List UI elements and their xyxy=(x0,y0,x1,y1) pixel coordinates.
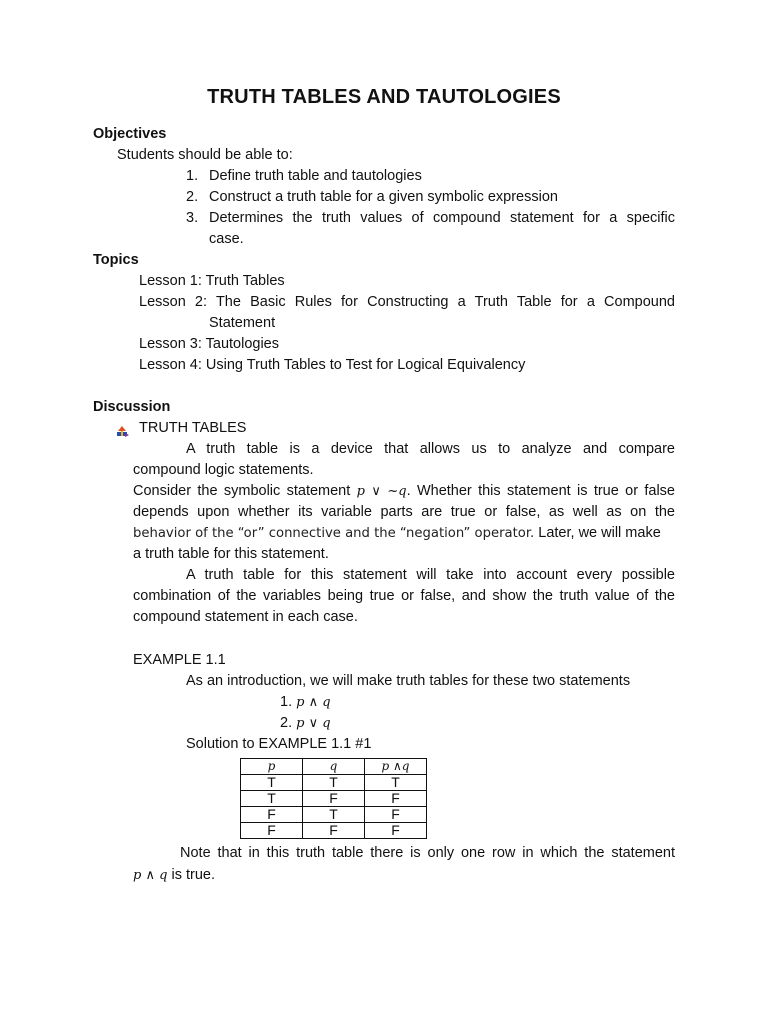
objective-number: 1. xyxy=(186,168,199,184)
text-run: . Whether this statement is true or false xyxy=(406,483,675,499)
example-intro: As an introduction, we will make truth tables for these two statements xyxy=(186,673,631,689)
statement-item xyxy=(280,713,331,734)
solution-label: Solution to EXAMPLE 1.1 #1 xyxy=(186,736,372,752)
table-row xyxy=(241,823,427,839)
objective-text: Define truth table and tautologies xyxy=(209,168,422,184)
lesson-item: Lesson 3: Tautologies xyxy=(139,336,280,352)
paragraph-line: a truth table for this statement. xyxy=(133,546,329,562)
note-line: Note that in this truth table there is only one row in which the statement xyxy=(180,845,675,861)
lesson-item: Lesson 4: Using Truth Tables to Test for Logical Equivalency xyxy=(139,357,526,373)
table-cell: F xyxy=(303,791,365,807)
paragraph-line: A truth table is a device that allows us to analyze and compare xyxy=(186,441,675,457)
paragraph-line xyxy=(133,523,661,544)
paragraph-line: compound logic statements. xyxy=(133,462,314,478)
table-cell: T xyxy=(241,775,303,791)
text-run: Later, we will make xyxy=(534,525,661,541)
objective-text: Determines the truth values of compound statement for a specific xyxy=(209,210,675,226)
lesson-item-continued: Statement xyxy=(209,315,276,331)
paragraph-line: depends upon whether its variable parts are true or false, as well as on the xyxy=(133,504,675,520)
table-row xyxy=(241,775,427,791)
text-run: behavior of the “or” connective and the “negation” operator. xyxy=(133,526,535,541)
table-row xyxy=(241,807,427,823)
paragraph-line: A truth table for this statement will take into account every possible xyxy=(186,567,675,583)
objective-text-continued: case. xyxy=(209,231,244,247)
statement-number: 2. xyxy=(280,715,293,731)
table-cell: T xyxy=(303,775,365,791)
math-expression: p ∨ q xyxy=(296,716,331,731)
objectives-heading: Objectives xyxy=(93,126,167,142)
math-expression: p ∧ q xyxy=(296,695,331,710)
table-cell: T xyxy=(365,775,427,791)
paragraph-line xyxy=(133,481,675,502)
example-heading: EXAMPLE 1.1 xyxy=(133,652,226,668)
table-header-row xyxy=(241,759,427,775)
objective-number: 2. xyxy=(186,189,199,205)
table-cell: T xyxy=(303,807,365,823)
objective-text: Construct a truth table for a given symbolic expression xyxy=(209,189,558,205)
text-run: is true. xyxy=(167,867,215,883)
discussion-heading: Discussion xyxy=(93,399,171,415)
text-run: Consider the symbolic statement xyxy=(133,483,357,499)
table-cell: F xyxy=(241,807,303,823)
table-cell: F xyxy=(365,823,427,839)
table-cell: F xyxy=(365,791,427,807)
statement-number: 1. xyxy=(280,694,293,710)
bullet-label: TRUTH TABLES xyxy=(139,420,247,436)
arrow-bullet-icon xyxy=(116,424,130,438)
table-cell: T xyxy=(241,791,303,807)
math-expression: p ∨ ~q xyxy=(356,484,407,499)
lesson-item: Lesson 2: The Basic Rules for Constructing a Truth Table for a Compound xyxy=(139,294,675,310)
table-cell: F xyxy=(365,807,427,823)
table-cell: F xyxy=(241,823,303,839)
column-header: p ∧q xyxy=(365,759,427,775)
topics-heading: Topics xyxy=(93,252,139,268)
lesson-item: Lesson 1: Truth Tables xyxy=(139,273,285,289)
table-row xyxy=(241,791,427,807)
column-header: p xyxy=(241,759,303,775)
objectives-intro: Students should be able to: xyxy=(117,147,293,163)
table-cell: F xyxy=(303,823,365,839)
note-line xyxy=(133,865,215,886)
truth-table xyxy=(240,758,427,839)
page-title: TRUTH TABLES AND TAUTOLOGIES xyxy=(207,86,561,108)
statement-item xyxy=(280,692,331,713)
column-header: q xyxy=(303,759,365,775)
paragraph-line: compound statement in each case. xyxy=(133,609,358,625)
math-expression: p ∧ q xyxy=(133,868,168,883)
paragraph-line: combination of the variables being true or false, and show the truth value of the xyxy=(133,588,675,604)
objective-number: 3. xyxy=(186,210,199,226)
